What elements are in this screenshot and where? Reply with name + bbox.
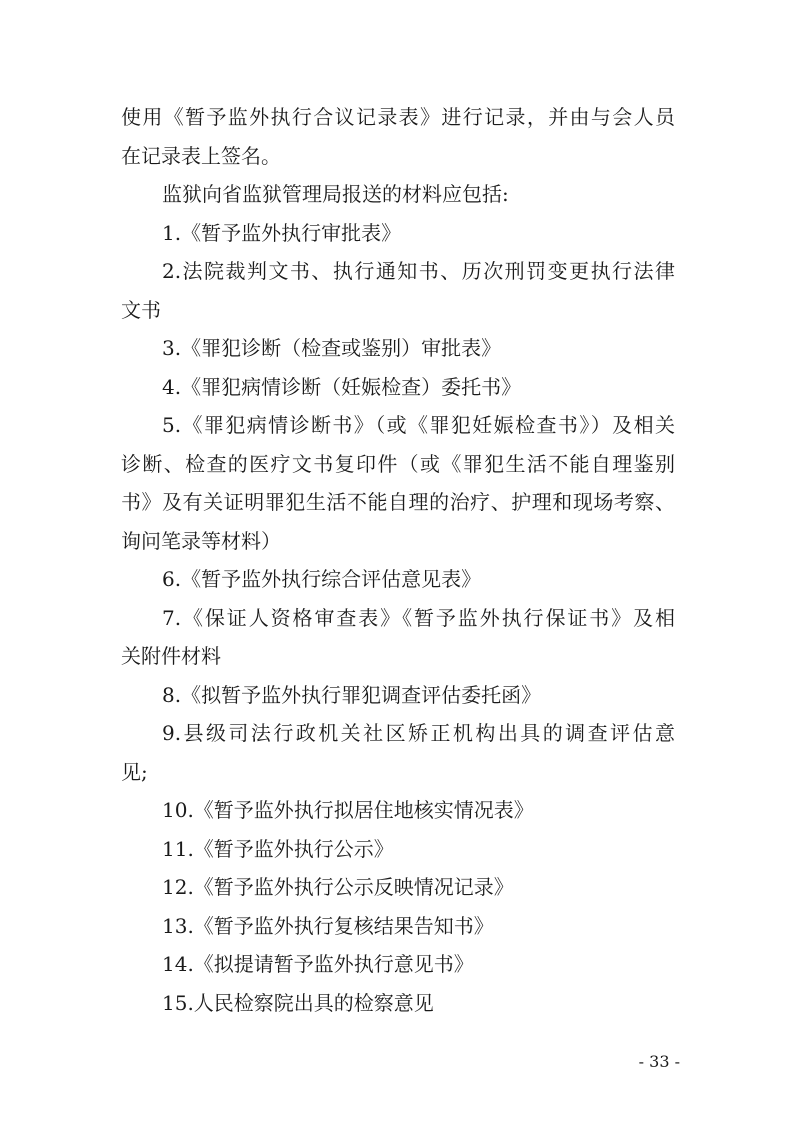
text-line: 9.县级司法行政机关社区矫正机构出具的调查评估意 xyxy=(162,721,675,745)
text-line: 1.《暂予监外执行审批表》 xyxy=(162,220,402,245)
text-line: 6.《暂予监外执行综合评估意见表》 xyxy=(162,567,482,591)
text-line: 15.人民检察院出具的检察意见 xyxy=(162,990,434,1015)
text-line: 使用《暂予监外执行合议记录表》进行记录，并由与会人员 xyxy=(121,105,675,129)
text-line: 询问笔录等材料） xyxy=(121,528,281,553)
text-line: 文书 xyxy=(121,297,161,322)
text-line: 2.法院裁判文书、执行通知书、历次刑罚变更执行法律 xyxy=(162,259,675,283)
text-line: 诊断、检查的医疗文书复印件（或《罪犯生活不能自理鉴别 xyxy=(121,451,675,476)
text-line: 见; xyxy=(121,759,148,784)
text-line: 11.《暂予监外执行公示》 xyxy=(162,836,394,861)
text-line: 12.《暂予监外执行公示反映情况记录》 xyxy=(162,875,514,899)
text-line: 监狱向省监狱管理局报送的材料应包括: xyxy=(162,182,509,206)
text-line: 书》及有关证明罪犯生活不能自理的治疗、护理和现场考察、 xyxy=(121,490,675,514)
text-line: 10.《暂予监外执行拟居住地核实情况表》 xyxy=(162,798,534,822)
text-line: 关附件材料 xyxy=(121,644,221,668)
text-line: 在记录表上签名。 xyxy=(121,143,281,168)
text-line: 3.《罪犯诊断（检查或鉴别）审批表》 xyxy=(162,336,502,360)
text-line: 4.《罪犯病情诊断（妊娠检查）委托书》 xyxy=(162,374,522,399)
text-line: 7.《保证人资格审查表》《暂予监外执行保证书》及相 xyxy=(162,605,675,630)
text-line: 14.《拟提请暂予监外执行意见书》 xyxy=(162,952,474,976)
text-line: 5.《罪犯病情诊断书》（或《罪犯妊娠检查书》）及相关 xyxy=(162,413,675,437)
page-number: - 33 - xyxy=(638,1052,680,1071)
text-line: 13.《暂予监外执行复核结果告知书》 xyxy=(162,913,494,938)
document-body xyxy=(121,98,675,1022)
text-line: 8.《拟暂予监外执行罪犯调查评估委托函》 xyxy=(162,682,542,707)
